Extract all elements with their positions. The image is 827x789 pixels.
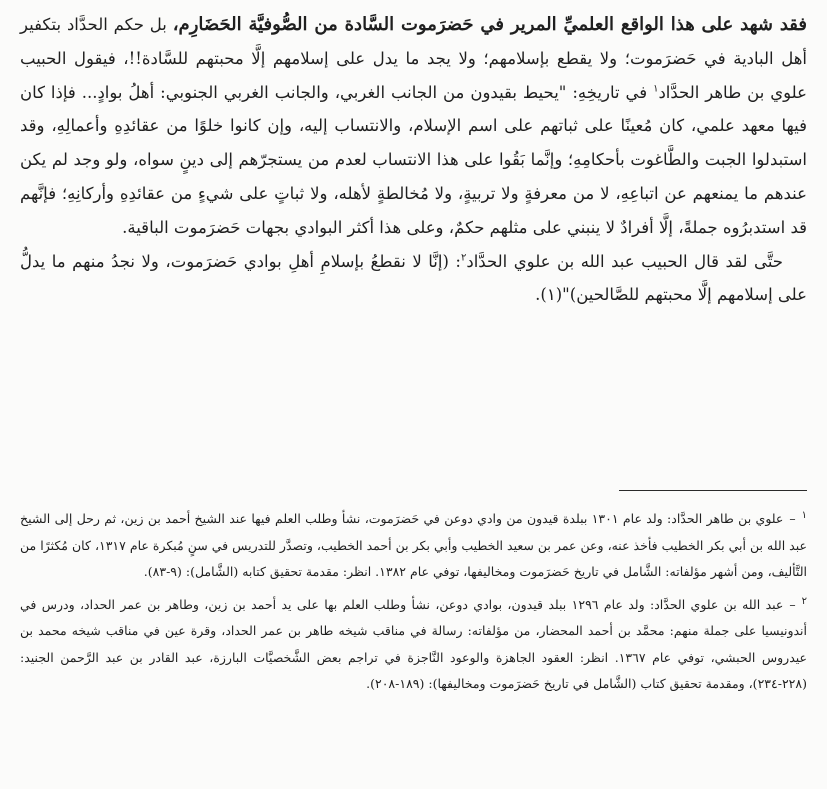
footnote-divider bbox=[619, 490, 807, 491]
intro-quote: في تاريخِهِ: "يحيط بقيدون من الجانب الغربي، والجانب الغربي الجنوبي: أهلُ بوادٍ... فإذا كان فيها معهد علمي، كان مُعينًا على ثباتهم على اسم الإسلام، والانتساب إليه، وإن كانوا خلوًا من عقائدِهِ وأعمالِهِ، وقد استبدلوا الجبت والطَّاغوت بأحكامِهِ؛ وإنَّما بَقُوا على هذا الانتساب لعدم من يستجرّهم إلى دينٍ سواه، ولو وجد لم يكن عندهم ما يمنعهم عن اتباعِهِ، لا من معرفةٍ ولا تربيةٍ، ولا مُخالطةٍ لأهله، ولا ثباتٍ على شيءٍ من عقائدِهِ وأركانِهِ؛ فإنَّهم قد استدبرُوه جملةً، إلَّا أفرادٌ لا ينبني على مثلهم حكمٌ، وعلى هذا أكثر البوادي بجهات حَضرَموت الباقية. bbox=[20, 82, 807, 237]
footnote-text: عبد الله بن علوي الحدَّاد: ولد عام ١٢٩٦ ببلد قيدون، بوادي دوعن، نشأ وطلب العلم بها على يد أحمد بن زين، وطاهر بن عمر الحداد، ودرس في أندونيسيا على جملة منهم: محمَّد بن أحمد المحضار، من مؤلفاته: رسالة في مناقب شيخه طاهر بن عمر الحداد، وقرة عين في مناقب شيخه محمد بن عيدروس الحبشي، توفي عام ١٣٦٧. انظر: العقود الجاهزة والوعود النَّاجزة في تراجم بعض الشَّخصيَّات البارزة، عبد القادر بن عبد الرَّحمن الجنيد: (٢٢٨-٢٣٤)، ومقدمة تحقيق كتاب (الشَّامل في تاريخ حَضرَموت ومخاليفها): (١٨٩-٢٠٨). bbox=[20, 596, 807, 691]
intro-heading: فقد شهد على هذا الواقع العلميِّ المرير في حَضرَموت السَّادة من الصُّوفيَّة الحَضَارِم، bbox=[172, 14, 807, 35]
footnote-1: $^١$–علوي بن طاهر الحدَّاد: ولد عام ١٣٠١ ببلدة قيدون من وادي دوعن في حَضرَموت، نشأ وطلب العلم فيها عند الشيخ أحمد بن زين، ثم رحل إلى الشيخ عبد الله بن أبي بكر الخطيب فأخذ عنه، وعن عمر بن سعيد الخطيب وأبي بكر بن أحمد الخطيب، وتصدَّر للتدريس في سنٍ مُبكرة عام ١٣١٧، كان مُكثرًا من التَّأليف، ومن أشهر مؤلفاته: الشَّامل في تاريخ حَضرَموت ومخاليفها، توفي عام ١٣٨٢. انظر: مقدمة تحقيق كتابه (الشَّامل): (٩-٨٣). bbox=[20, 509, 807, 579]
p2-end: . bbox=[535, 285, 541, 305]
footnote-number: ٢ bbox=[801, 595, 807, 607]
footnote-text: علوي بن طاهر الحدَّاد: ولد عام ١٣٠١ ببلدة قيدون من وادي دوعن في حَضرَموت، نشأ وطلب العلم فيها عند الشيخ أحمد بن زين، ثم رحل إلى الشيخ عبد الله بن أبي بكر الخطيب فأخذ عنه، وعن عمر بن سعيد الخطيب وأبي بكر بن أحمد الخطيب، وتصدَّر للتدريس في سنٍ مُبكرة عام ١٣١٧، كان مُكثرًا من التَّأليف، ومن أشهر مؤلفاته: الشَّامل في تاريخ حَضرَموت ومخاليفها، توفي عام ١٣٨٢. انظر: مقدمة تحقيق كتابه (الشَّامل): (٩-٨٣). bbox=[20, 511, 807, 579]
footnote-2: $^٢$–عبد الله بن علوي الحدَّاد: ولد عام ١٢٩٦ ببلد قيدون، بوادي دوعن، نشأ وطلب العلم بها على يد أحمد بن زين، وطاهر بن عمر الحداد، ودرس في أندونيسيا على جملة منهم: محمَّد بن أحمد المحضار، من مؤلفاته: رسالة في مناقب شيخه طاهر بن عمر الحداد، وقرة عين في مناقب شيخه محمد بن عيدروس الحبشي، توفي عام ١٣٦٧. انظر: العقود الجاهزة والوعود النَّاجزة في تراجم بعض الشَّخصيَّات البارزة، عبد القادر بن عبد الرَّحمن الجنيد: (٢٢٨-٢٣٤)، ومقدمة تحقيق كتاب (الشَّامل في تاريخ حَضرَموت ومخاليفها): (١٨٩-٢٠٨). bbox=[20, 595, 807, 691]
footnotes bbox=[20, 506, 807, 698]
paragraph-2 bbox=[20, 245, 807, 313]
paragraph-1 bbox=[20, 8, 807, 245]
p2-start: حتَّى لقد قال الحبيب عبد الله بن علوي الحدَّاد bbox=[466, 251, 783, 271]
intro-text: بل حكم الحدَّاد بتكفير أهل البادية في حَضرَموت؛ ولا يقطع بإسلامهم؛ ولا يجد ما يدل على إسلامهم إلَّا محبتهم للسَّادة!!، فيقول الحبيب علوي بن طاهر الحدَّاد bbox=[20, 15, 807, 102]
main-text bbox=[20, 8, 807, 312]
footnote-number: ١ bbox=[801, 509, 807, 521]
p2-quote: : (إنَّا لا نقطعُ بإسلامِ أهلِ بوادي حَضرَموت، ولا نجدُ منهم ما يدلُّ على إسلامهم إلَّا محبتهم للصَّالحين)" bbox=[20, 251, 807, 305]
footnote-ref-2[interactable]: ٢ bbox=[461, 252, 467, 264]
footnote-ref-1[interactable]: ١ bbox=[653, 83, 659, 95]
source-citation: (١) bbox=[540, 285, 563, 305]
